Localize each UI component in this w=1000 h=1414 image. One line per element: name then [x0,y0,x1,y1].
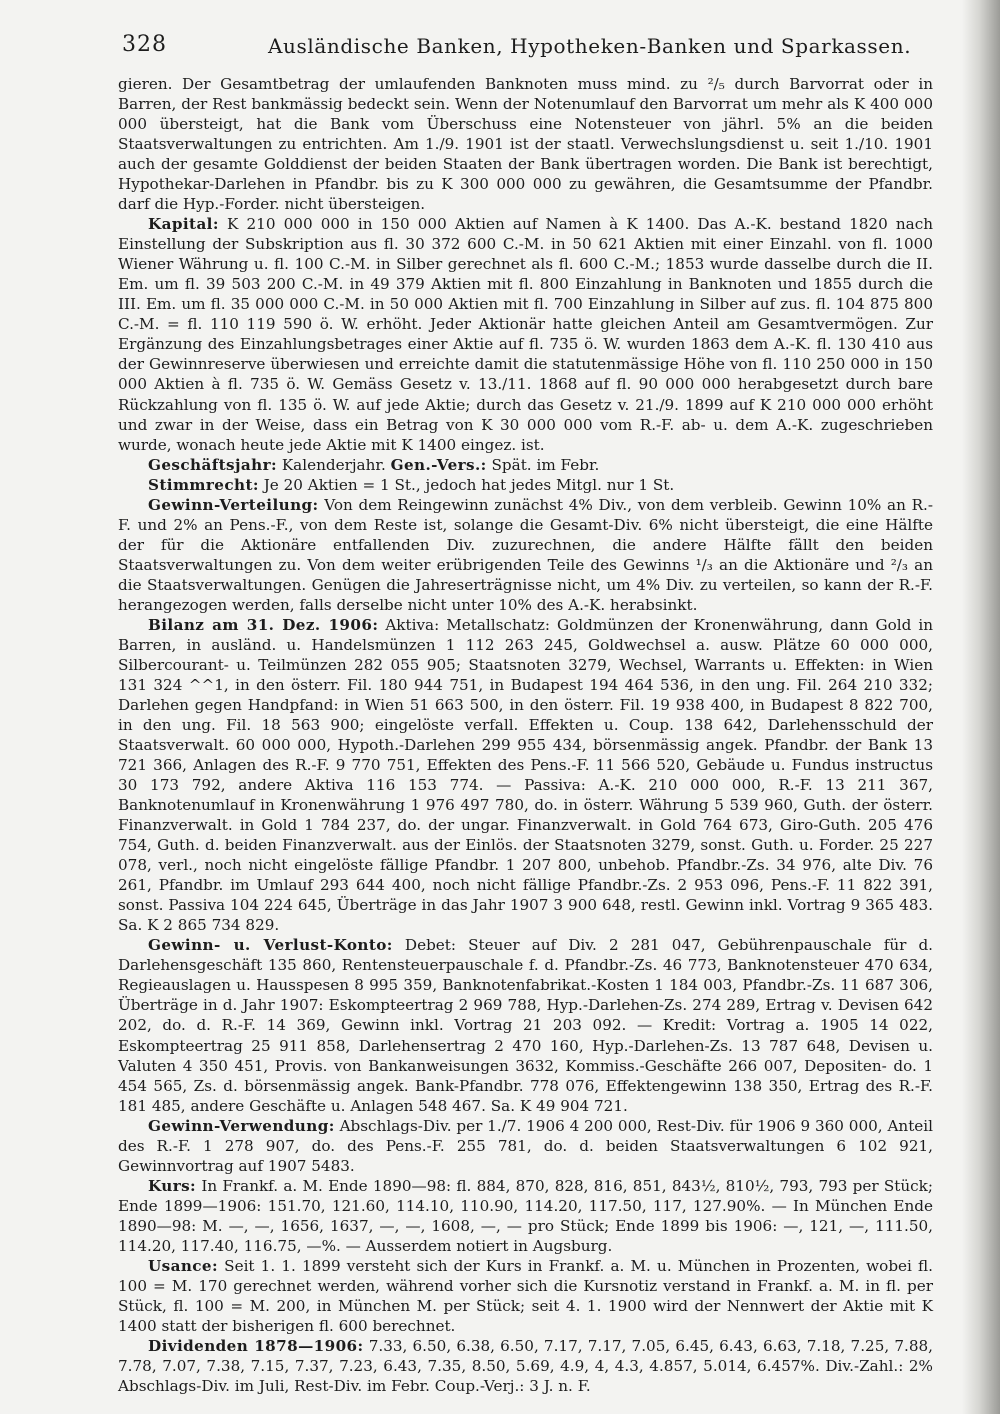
paragraph-text: Debet: Steuer auf Div. 2 281 047, Gebührenpauschale für d. Darlehensgeschäft 135 860, Rentensteuerpauschale f. d. Pfandbr.-Zs. 46 773, Banknotensteuer 470 634, Regieauslagen u. Hausspesen 8 995 359, Banknotenfabrikat.-Kosten 1 184 003, Pfandbr.-Zs. 11 687 306, Überträge in d. Jahr 1907: Eskomptеertrag 2 969 788, Hyp.-Darlehen-Zs. 274 289, Ertrag v. Devisen 642 202, do. d. R.-F. 14 369, Gewinn inkl. Vortrag 21 203 092. — Kredit: Vortrag a. 1905 14 022, Eskompteertrag 25 911 858, Darlehensertrag 2 470 160, Hyp.-Darlehen-Zs. 13 787 648, Devisen u. Valuten 4 350 451, Provis. von Bankanweisungen 3632, Kommiss.-Geschäfte 266 007, Depositen- do. 1 454 565, Zs. d. börsenmässig angek. Bank-Pfandbr. 778 076, Effektengewinn 138 350, Ertrag des R.-F. 181 485, andere Geschäfte u. Anlagen 548 467. Sa. K 49 904 721. [118,936,934,1115]
page-binding-shadow [962,0,1000,1414]
section-heading-geschaeftsjahr: Geschäftsjahr: [148,455,277,474]
section-heading-bilanz: Bilanz am 31. Dez. 1906: [148,615,379,634]
running-title: Ausländische Banken, Hypotheken-Banken und Sparkassen. [268,34,912,58]
paragraph-geschaeftsjahr [118,455,933,475]
section-heading-kapital: Kapital: [148,215,219,234]
paragraph-text: 7.33, 6.50, 6.38, 6.50, 7.17, 7.17, 7.05, 6.45, 6.43, 6.63, 7.18, 7.25, 7.88, 7.78, 7.07, 7.38, 7.15, 7.37, 7.23, 6.43, 7.35, 8.50, 5.69, 4.9, 4, 4.3, 4.857, 5.014, 6.457%. Div.-Zahl.: 2% Abschlags-Div. im Juli, Rest-Div. im Febr. Coup.-Verj.: 3 J. n. F. [118,1336,933,1396]
section-heading-usance: Usance: [148,1256,218,1275]
paragraph-gewinn-verwendung [118,1116,933,1176]
paragraph-text: In Frankf. a. M. Ende 1890—98: fl. 884, 870, 828, 816, 851, 843½, 810½, 793, 793 per Stück; Ende 1899—1906: 151.70, 121.60, 114.10, 110.90, 114.20, 117.50, 117, 127.90%. — In München Ende 1890—98: M. —, —, 1656, 1637, —, —, 1608, —, — pro Stück; Ende 1899 bis 1906: —, 121, —, 111.50, 114.20, 117.40, 116.75, —%. — Ausserdem notiert in Augsburg. [118,1176,934,1255]
paragraph-intro [118,74,933,214]
paragraph-kapital [118,214,933,454]
paragraph-text: Von dem Reingewinn zunächst 4% Div., von dem verbleib. Gewinn 10% an R.-F. und 2% an Pens.-F., von dem Reste ist, solange die Gesamt-Div. 6% nicht übersteigt, die eine Hälfte der für die Aktionäre entfallenden Div. zuzurechnen, die andere Hälfte fällt den beiden Staatsverwaltungen zu. Von dem weiter erübrigenden Teile des Gewinns ¹/₃ an die Aktionäre und ²/₃ an die Staatsverwaltungen. Genügen die Jahreserträgnisse nicht, um 4% Div. zu verteilen, so kann der R.-F. herangezogen werden, falls derselbe nicht unter 10% des A.-K. herabsinkt. [118,495,933,614]
page-number: 328 [122,32,167,57]
paragraph-text: Je 20 Aktien = 1 St., jedoch hat jedes Mitgl. nur 1 St. [263,475,675,494]
paragraph-gewinn-verteilung [118,495,933,615]
paragraph-text: gieren. Der Gesamtbetrag der umlaufenden Banknoten muss mind. zu ²/₅ durch Barvorrat oder in Barren, der Rest bankmässig bedeckt sein. Wenn der Notenumlauf den Barvorrat um mehr als K 400 000 000 übersteigt, hat die Bank vom Überschuss eine Notensteuer von jährl. 5% an die beiden Staatsverwaltungen zu entrichten. Am 1./9. 1901 ist der staatl. Verwechslungsdienst u. seit 1./10. 1901 auch der gesamte Golddienst der beiden Staaten der Bank übertragen worden. Die Bank ist berechtigt, Hypothekar-Darlehen in Pfandbr. bis zu K 300 000 000 zu gewähren, die Gesamtsumme der Pfandbr. darf die Hyp.-Forder. nicht übersteigen. [118,75,933,214]
section-heading-gewinn-verwendung: Gewinn-Verwendung: [148,1116,335,1135]
paragraph-usance [118,1256,933,1336]
paragraph-stimmrecht [118,475,933,495]
paragraph-text: Spät. im Febr. [491,455,600,474]
section-heading-gen-vers: Gen.-Vers.: [390,455,487,474]
page-header [118,28,948,64]
paragraph-gewinn-verlust [118,935,933,1115]
section-heading-gewinn-verlust: Gewinn- u. Verlust-Konto: [148,936,393,955]
paragraph-text: Kalenderjahr. [281,455,386,474]
section-heading-kurs: Kurs: [148,1176,197,1195]
paragraph-bilanz [118,615,933,936]
paragraph-text: K 210 000 000 in 150 000 Aktien auf Namen à K 1400. Das A.-K. bestand 1820 nach Einstellung der Subskription aus fl. 30 372 600 C.-M. in 50 621 Aktien mit einer Einzahl. von fl. 1000 Wiener Währung u. fl. 100 C.-M. in Silber gerechnet als fl. 600 C.-M.; 1853 wurde dasselbe durch die II. Em. um fl. 39 503 200 C.-M. in 49 379 Aktien mit fl. 800 Einzahlung in Banknoten und 1855 durch die III. Em. um fl. 35 000 000 C.-M. in 50 000 Aktien mit fl. 700 Einzahlung in Silber auf zus. fl. 104 875 800 C.-M. = fl. 110 119 590 ö. W. erhöht. Jeder Aktionär hatte gleichen Anteil am Gesamtvermögen. Zur Ergänzung des Einzahlungsbetrages einer Aktie auf fl. 735 ö. W. wurden 1863 dem A.-K. fl. 130 410 aus der Gewinnreserve überwiesen und erreichte damit die statutenmässige Höhe von fl. 110 250 000 in 150 000 Aktien à fl. 735 ö. W. Gemäss Gesetz v. 13./11. 1868 auf fl. 90 000 000 herabgesetzt durch bare Rückzahlung von fl. 135 ö. W. auf jede Aktie; durch das Gesetz v. 21./9. 1899 auf K 210 000 000 erhöht und zwar in der Weise, dass ein Betrag von K 30 000 000 vom R.-F. ab- u. dem A.-K. zugeschrieben wurde, wonach heute jede Aktie mit K 1400 eingez. ist. [118,215,933,454]
paragraph-text: Abschlags-Div. per 1./7. 1906 4 200 000, Rest-Div. für 1906 9 360 000, Anteil des R.-F. 1 278 907, do. des Pens.-F. 255 781, do. d. beiden Staatsverwaltungen 6 102 921, Gewinnvortrag auf 1907 5483. [118,1116,934,1175]
section-heading-gewinn-verteilung: Gewinn-Verteilung: [148,495,319,514]
paragraph-kurs [118,1176,933,1256]
paragraph-text: Seit 1. 1. 1899 versteht sich der Kurs in Frankf. a. M. u. München in Prozenten, wobei fl. 100 = M. 170 gerechnet werden, während vorher sich die Kursnotiz verstand in Frankf. a. M. in fl. per Stück, fl. 100 = M. 200, in München M. per Stück; seit 4. 1. 1900 wird der Nennwert der Aktie mit K 1400 statt der bisherigen fl. 600 berechnet. [118,1256,934,1335]
paragraph-text: Aktiva: Metallschatz: Goldmünzen der Kronenwährung, dann Gold in Barren, in ausländ. u. Handelsmünzen 1 112 263 245, Goldwechsel a. ausw. Plätze 60 000 000, Silbercourant- u. Teilmünzen 282 055 905; Staatsnoten 3279, Wechsel, Warrants u. Effekten: in Wien 131 324 ^^1, in den österr. Fil. 180 944 751, in Budapest 194 464 536, in den ung. Fil. 264 210 332; Darlehen gegen Handpfand: in Wien 51 663 500, in den österr. Fil. 19 938 400, in Budapest 8 822 700, in den ung. Fil. 18 563 900; eingelöste verfall. Effekten u. Coup. 138 642, Darlehensschuld der Staatsverwalt. 60 000 000, Hypoth.-Darlehen 299 955 434, börsenmässig angek. Pfandbr. der Bank 13 721 366, Anlagen des R.-F. 9 770 751, Effekten des Pens.-F. 11 566 520, Gebäude u. Fundus instructus 30 173 792, andere Aktiva 116 153 774. — Passiva: A.-K. 210 000 000, R.-F. 13 211 367, Banknotenumlauf in Kronenwährung 1 976 497 780, do. in österr. Währung 5 539 960, Guth. der österr. Finanzverwalt. in Gold 1 784 237, do. der ungar. Finanzverwalt. in Gold 764 673, Giro-Guth. 205 476 754, Guth. d. beiden Finanzverwalt. aus der Einlös. der Staatsnoten 3279, sonst. Guth. u. Forder. 25 227 078, verl., noch nicht eingelöste fällige Pfandbr. 1 207 800, unbehob. Pfandbr.-Zs. 34 976, alte Div. 76 261, Pfandbr. im Umlauf 293 644 400, noch nicht fällige Pfandbr.-Zs. 2 953 096, Pens.-F. 11 822 391, sonst. Passiva 104 224 645, Überträge in das Jahr 1907 3 900 648, restl. Gewinn inkl. Vortrag 9 365 483. Sa. K 2 865 734 829. [118,615,933,935]
section-heading-dividenden: Dividenden 1878—1906: [148,1336,364,1355]
paragraph-dividenden [118,1336,933,1396]
section-heading-stimmrecht: Stimmrecht: [148,475,259,494]
body-text [118,74,933,1396]
